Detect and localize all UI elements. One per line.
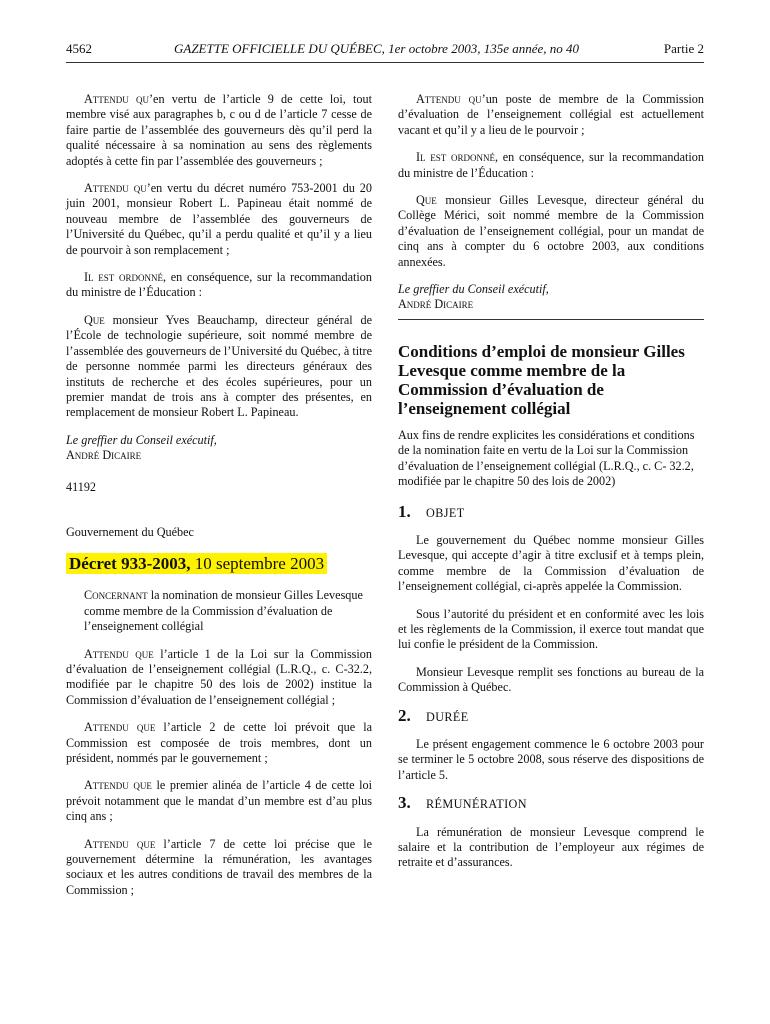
paragraph-lead: Attendu que [84,646,154,661]
section-objet [398,501,704,521]
section-title: OBJET [426,505,465,520]
section-duree [398,705,704,725]
paragraph [66,313,372,421]
section-divider [398,319,704,320]
conditions-intro: Aux fins de rendre explicites les considérations et conditions de la nomination faite en vertu de la Loi sur la Commission d’évaluation de l’enseignement collégial (L.R.Q., c. C- 32.2, modifiée par le chapitre 50 des lois de 2002) [398,427,695,489]
section-remuneration [398,795,704,812]
paragraph-text: monsieur Yves Beauchamp, directeur général de l’École de technologie supérieure, soit nommé membre de l’assemblée des gouverneurs de l’Université du Québec, à titre de personne nommée parmi les directeurs généraux des instituts de recherche et des écoles supérieures, pour un premier mandat de trois ans à compter des présentes, en remplacement de monsieur Robert L. Papineau. [66,312,372,420]
paragraph-lead: Il est ordonné [84,270,163,285]
page-header [66,38,704,60]
signature-block [66,433,372,464]
paragraph-lead: Attendu qu’ [84,92,154,106]
part-label: Partie 2 [663,41,704,56]
paragraph [66,92,372,169]
paragraph-text: l’article 7 de cette loi précise que le gouvernement détermine la rémunération, les avantages sociaux et les autres conditions de travail des membres de la Commission ; [66,836,372,897]
paragraph-text: , en conséquence, sur la recommandation du ministre de l’Éducation : [66,270,372,300]
signature-block [398,282,704,313]
paragraph [398,193,704,270]
paragraph-text: en vertu du décret numéro 753-2001 du 20 juin 2001, monsieur Robert L. Papineau était nommé de nouveau membre de l’assemblée des gouverneurs de l’Université du Québec, qu’il a perdu qualité et qu’il y a lieu de pourvoir à son remplacement ; [66,181,372,257]
paragraph-lead: Attendu qu’ [416,92,486,106]
paragraph [66,647,372,709]
paragraph-text: l’article 1 de la Loi sur la Commission d’évaluation de l’enseignement collégial (L.R.Q., c. C-32.2, modifiée par le chapitre 50 des lois de 2002) institue la Commission d’évaluation de l’enseignement collégial ; [66,646,372,707]
paragraph-lead: Attendu que [84,836,156,851]
paragraph-text: un poste de membre de la Commission d’évaluation de l’enseignement collégial est actuellement vacant et qu’il y a lieu de le pourvoir ; [398,92,704,137]
paragraph: Monsieur Levesque remplit ses fonctions au bureau de la Commission à Québec. [398,664,704,695]
concerning-body: la nomination de monsieur Gilles Levesque comme membre de la Commission d’évaluation de l’enseignement collégial [84,588,363,634]
paragraph-text: le premier alinéa de l’article 4 de cette loi prévoit notamment que le mandat d’un membre est d’au plus cinq ans ; [66,778,372,824]
government-label: Gouvernement du Québec [66,524,194,539]
paragraph-text: l’article 2 de cette loi prévoit que la Commission est composée de trois membres, dont un président, nommés par le gouvernement ; [66,720,372,765]
paragraph-lead: Attendu que [84,778,152,793]
paragraph [398,150,704,181]
paragraph [398,92,704,138]
signature-name: André Dicaire [398,297,474,312]
paragraph-lead: Que [416,193,437,208]
paragraph-text: monsieur Gilles Levesque, directeur général du Collège Mérici, soit nommé membre de la Commission d’évaluation de l’enseignement collégial, pour un mandat de cinq ans à compter du 6 octobre 2003, aux conditions annexées. [398,193,704,269]
paragraph-lead: Il est ordonné [416,150,495,165]
paragraph-lead: Attendu qu’ [84,181,151,196]
signature-role: Le greffier du Conseil exécutif, [398,282,549,297]
paragraph-lead: Attendu que [84,720,156,735]
paragraph: Le gouvernement du Québec nomme monsieur Gilles Levesque, qui accepte d’agir à titre exclusif et à temps plein, comme membre de la Commission d’évaluation de l’enseignement collégial, ci-après appelée la Commission. [398,532,704,594]
section-title: RÉMUNÉRATION [426,797,527,812]
paragraph [66,720,372,766]
paragraph-text: , en conséquence, sur la recommandation du ministre de l’Éducation : [398,150,704,180]
paragraph: Sous l’autorité du président et en conformité avec les lois et les règlements de la Commission, il exerce tout mandat que lui confie le président de la Commission. [398,606,704,652]
section-number: 1. [398,501,411,521]
decree-highlight [66,553,327,574]
concerning-lead: Concernant [84,588,148,603]
signature-name: André Dicaire [66,448,142,463]
decree-date: 10 septembre 2003 [190,554,325,574]
paragraph: Le présent engagement commence le 6 octobre 2003 pour se terminer le 5 octobre 2008, sous réserve des dispositions de l’article 5. [398,736,704,782]
paragraph [66,270,372,301]
right-column [398,92,704,883]
page-number: 4562 [66,41,92,56]
paragraph: La rémunération de monsieur Levesque comprend le salaire et la contribution de l’employeur aux régimes de retraite et d’assurances. [398,824,704,870]
decree-title [66,554,372,574]
section-title: DURÉE [426,709,469,724]
paragraph-text: en vertu de l’article 9 de cette loi, tout membre visé aux paragraphes b, c ou d de l’article 7 cesse de faire partie de l’assemblée des gouverneurs dès qu’il perd la qualité nécessaire à sa nomination au sens des règlements adoptés à cette fin par l’assemblée des gouverneurs ; [66,92,372,168]
section-number: 2. [398,705,411,725]
conditions-heading: Conditions d’emploi de monsieur Gilles Levesque comme membre de la Commission d’évaluation de l’enseignement collégial [398,341,685,418]
paragraph [66,181,372,258]
signature-role: Le greffier du Conseil exécutif, [66,432,217,447]
left-column [66,92,372,910]
decree-number: Décret 933-2003, [69,554,191,574]
paragraph-lead: Que [84,312,105,327]
concerning-text [84,588,372,634]
reference-number: 41192 [66,479,97,494]
paragraph [66,778,372,824]
paragraph [66,837,372,899]
header-rule [66,62,704,63]
section-number: 3. [398,793,411,813]
gazette-title: GAZETTE OFFICIELLE DU QUÉBEC, 1er octobre 2003, 135e année, no 40 [174,41,580,56]
